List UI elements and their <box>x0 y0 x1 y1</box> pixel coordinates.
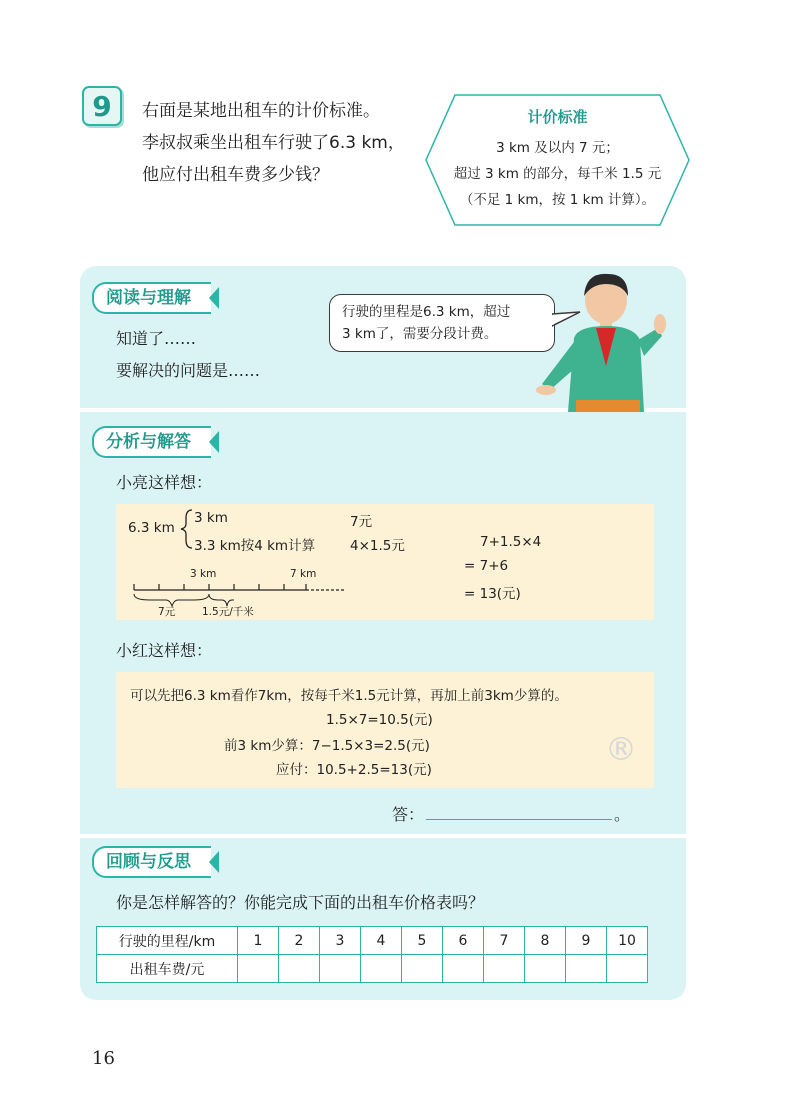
tag-analysis-answer: 分析与解答 <box>92 426 211 458</box>
fare-input-cell[interactable] <box>238 955 279 983</box>
numberline-label-7km: 7 km <box>290 568 317 580</box>
answer-label: 答： <box>392 805 425 824</box>
fare-input-cell[interactable] <box>566 955 607 983</box>
distance-cell: 8 <box>525 927 566 955</box>
xiaoliang-intro: 小亮这样想： <box>116 473 213 492</box>
problem-number-badge: 9 <box>82 86 122 126</box>
xiaoliang-brace <box>178 508 194 550</box>
read-line-2: 要解决的问题是…… <box>116 361 261 380</box>
distance-cell: 1 <box>238 927 279 955</box>
tag-review-reflect: 回顾与反思 <box>92 846 211 878</box>
row-header-fare: 出租车费/元 <box>97 955 238 983</box>
publisher-watermark: ® <box>605 730 637 768</box>
pricing-standard-box <box>425 94 690 226</box>
tag-read-understand: 阅读与理解 <box>92 282 211 314</box>
pricing-title: 计价标准 <box>527 108 588 126</box>
numberline-brace-7yuan: 7元 <box>158 606 176 618</box>
distance-cell: 3 <box>320 927 361 955</box>
xiaohong-line-2: 1.5×7=10.5(元) <box>326 712 433 728</box>
xiaoliang-calc-2: = 7+6 <box>464 558 509 574</box>
page-number: 16 <box>92 1048 115 1069</box>
xiaoliang-total: 6.3 km <box>128 520 175 536</box>
taxi-fare-table <box>96 926 648 983</box>
xiaoliang-calc-3: = 13(元) <box>464 586 521 602</box>
fare-input-cell[interactable] <box>320 955 361 983</box>
problem-line-3: 他应付出租车费多少钱？ <box>142 165 329 185</box>
numberline-label-3km: 3 km <box>190 568 217 580</box>
numberline-brace-rate: 1.5元/千米 <box>202 606 254 618</box>
problem-line-2: 李叔叔乘坐出租车行驶了6.3 km， <box>142 133 405 153</box>
answer-blank[interactable] <box>426 819 612 820</box>
fare-input-cell[interactable] <box>361 955 402 983</box>
fare-input-cell[interactable] <box>607 955 648 983</box>
fare-input-cell[interactable] <box>443 955 484 983</box>
xiaohong-line-1: 可以先把6.3 km看作7km，按每千米1.5元计算，再加上前3km少算的。 <box>130 688 568 704</box>
bubble-line-1: 行驶的里程是6.3 km，超过 <box>342 304 511 320</box>
pricing-rule-3: （不足 1 km，按 1 km 计算）。 <box>459 192 656 208</box>
distance-cell: 6 <box>443 927 484 955</box>
table-row-fare <box>97 955 648 983</box>
bubble-line-2: 3 km了，需要分段计费。 <box>342 326 498 342</box>
xiaoliang-seg2: 3.3 km按4 km计算 <box>194 538 316 554</box>
fare-input-cell[interactable] <box>402 955 443 983</box>
fare-input-cell[interactable] <box>279 955 320 983</box>
xiaoliang-seg2-cost: 4×1.5元 <box>350 538 405 554</box>
review-question: 你是怎样解答的？你能完成下面的出租车价格表吗？ <box>116 893 485 912</box>
fare-input-cell[interactable] <box>484 955 525 983</box>
table-row-distance <box>97 927 648 955</box>
xiaoliang-calc-1: 7+1.5×4 <box>480 534 542 550</box>
distance-cell: 4 <box>361 927 402 955</box>
distance-cell: 2 <box>279 927 320 955</box>
pricing-rule-1: 3 km 及以内 7 元； <box>496 140 619 156</box>
distance-cell: 10 <box>607 927 648 955</box>
xiaohong-intro: 小红这样想： <box>116 641 213 660</box>
read-line-1: 知道了…… <box>116 329 197 348</box>
distance-cell: 7 <box>484 927 525 955</box>
xiaohong-line-3: 前3 km少算：7−1.5×3=2.5(元) <box>224 738 430 754</box>
answer-period: 。 <box>614 805 631 824</box>
xiaohong-line-4: 应付：10.5+2.5=13(元) <box>276 762 432 778</box>
xiaoliang-seg1: 3 km <box>194 510 228 526</box>
distance-cell: 5 <box>402 927 443 955</box>
row-header-distance: 行驶的里程/km <box>97 927 238 955</box>
speech-bubble <box>329 294 555 352</box>
boy-illustration <box>536 266 676 412</box>
xiaoliang-seg1-cost: 7元 <box>350 514 373 530</box>
fare-input-cell[interactable] <box>525 955 566 983</box>
problem-line-1: 右面是某地出租车的计价标准。 <box>142 101 380 121</box>
pricing-rule-2: 超过 3 km 的部分，每千米 1.5 元 <box>453 166 662 182</box>
distance-cell: 9 <box>566 927 607 955</box>
